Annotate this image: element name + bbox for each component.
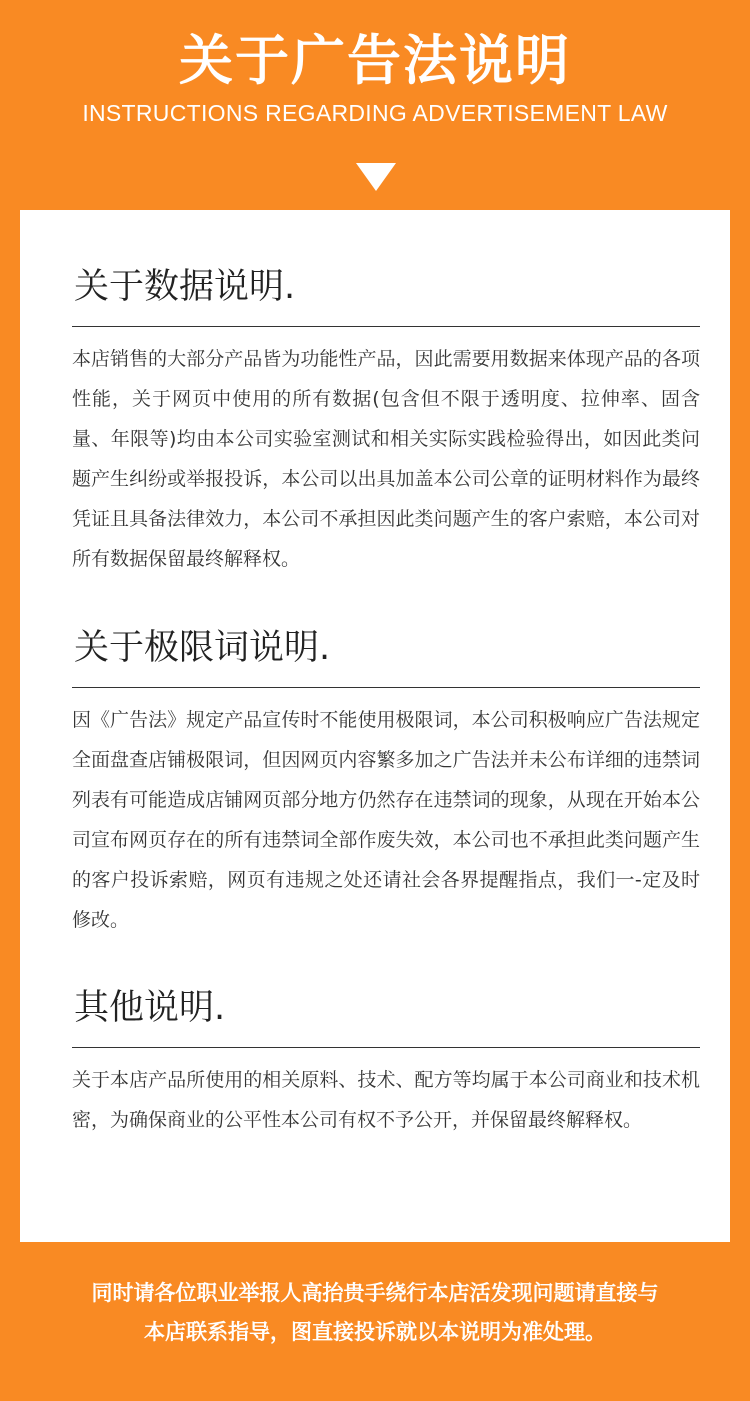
section-other: [72, 983, 700, 1140]
section-body: 因《广告法》规定产品宣传时不能使用极限词，本公司积极响应广告法规定全面盘查店铺极限词，但因网页内容繁多加之广告法并未公布详细的违禁词列表有可能造成店铺网页部分地方仍然存在违禁词的现象，从现在开始本公司宣布网页存在的所有违禁词全部作废失效，本公司也不承担此类问题产生的客户投诉索赔，网页有违规之处还请社会各界提醒指点，我们一-定及时修改。: [72, 709, 700, 931]
footer-notice: [0, 1274, 750, 1352]
divider: [72, 1047, 700, 1048]
page-subtitle: INSTRUCTIONS REGARDING ADVERTISEMENT LAW: [82, 100, 668, 126]
content-card: [20, 210, 730, 1242]
down-arrow-icon: [356, 163, 396, 191]
divider: [72, 326, 700, 327]
section-body: 本店销售的大部分产品皆为功能性产品，因此需要用数据来体现产品的各项性能，关于网页中使用的所有数据(包含但不限于透明度、拉伸率、固含量、年限等)均由本公司实验室测试和相关实际实践检验得出，如因此类问题产生纠纷或举报投诉，本公司以出具加盖本公司公章的证明材料作为最终凭证且具备法律效力，本公司不承担因此类问题产生的客户索赔，本公司对所有数据保留最终解释权。: [72, 348, 700, 570]
footer-line: 同时请各位职业举报人高抬贵手绕行本店活发现问题请直接与: [91, 1281, 659, 1305]
section-title: 关于数据说明.: [74, 267, 296, 307]
section-extreme-words: [72, 623, 700, 940]
section-title: 关于极限词说明.: [74, 628, 331, 668]
section-title: 其他说明.: [74, 988, 226, 1028]
divider: [72, 687, 700, 688]
page-title: 关于广告法说明: [179, 29, 571, 92]
page-header: [0, 0, 750, 210]
footer-line: 本店联系指导，图直接投诉就以本说明为准处理。: [144, 1320, 606, 1344]
section-data: [72, 262, 700, 579]
section-body: 关于本店产品所使用的相关原料、技术、配方等均属于本公司商业和技术机密，为确保商业的公平性本公司有权不予公开，并保留最终解释权。: [72, 1069, 700, 1131]
